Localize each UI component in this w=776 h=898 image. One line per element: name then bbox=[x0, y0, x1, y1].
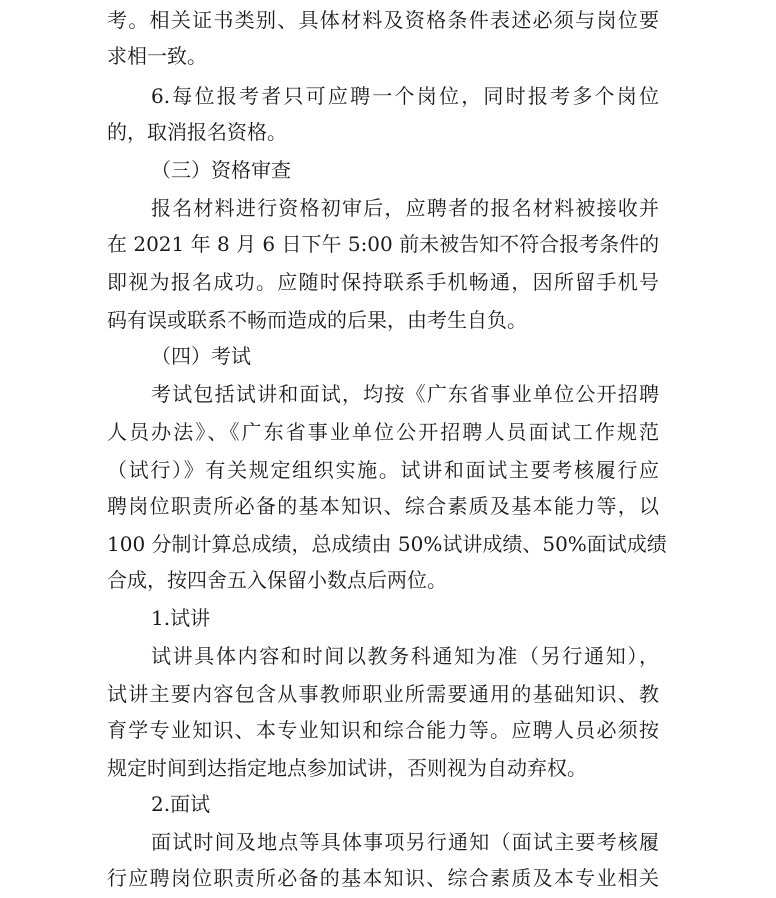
text-line: 的，取消报名资格。 bbox=[107, 120, 287, 144]
text-line: 求相一致。 bbox=[107, 44, 207, 68]
text-line: （试行）》有关规定组织实施。试讲和面试主要考核履行应 bbox=[107, 458, 659, 482]
section-heading: （三）资格审查 bbox=[151, 158, 291, 182]
text-line: 即视为报名成功。应随时保持联系手机畅通，因所留手机号 bbox=[107, 270, 659, 294]
text-line: 合成，按四舍五入保留小数点后两位。 bbox=[107, 568, 447, 592]
text-line: 试讲具体内容和时间以教务科通知为准（另行通知）， bbox=[151, 644, 659, 668]
text-line: 规定时间到达指定地点参加试讲，否则视为自动弃权。 bbox=[107, 756, 587, 780]
section-heading: （四）考试 bbox=[151, 344, 251, 368]
text-line: 育学专业知识、本专业知识和综合能力等。应聘人员必须按 bbox=[107, 718, 659, 742]
text-line: 试讲主要内容包含从事教师职业所需要通用的基础知识、教 bbox=[107, 682, 659, 706]
text-line: 在 2021 年 8 月 6 日下午 5:00 前未被告知不符合报考条件的 bbox=[107, 232, 660, 256]
text-line: 码有误或联系不畅而造成的后果，由考生自负。 bbox=[107, 308, 527, 332]
text-line: 行应聘岗位职责所必备的基本知识、综合素质及本专业相关 bbox=[107, 866, 659, 890]
text-line: 100 分制计算总成绩，总成绩由 50%试讲成绩、50%面试成绩 bbox=[107, 532, 667, 556]
text-line: 6.每位报考者只可应聘一个岗位，同时报考多个岗位 bbox=[151, 84, 659, 108]
text-line: 面试时间及地点等具体事项另行通知（面试主要考核履 bbox=[151, 830, 659, 854]
text-line: 报名材料进行资格初审后，应聘者的报名材料被接收并 bbox=[151, 196, 659, 220]
text-line: 考试包括试讲和面试，均按《广东省事业单位公开招聘 bbox=[151, 382, 659, 406]
section-heading: 1.试讲 bbox=[151, 606, 211, 630]
section-heading: 2.面试 bbox=[151, 792, 211, 816]
text-line: 人员办法》、《广东省事业单位公开招聘人员面试工作规范 bbox=[107, 420, 659, 444]
text-line: 聘岗位职责所必备的基本知识、综合素质及基本能力等，以 bbox=[107, 494, 659, 518]
text-line: 考。相关证书类别、具体材料及资格条件表述必须与岗位要 bbox=[107, 8, 659, 32]
